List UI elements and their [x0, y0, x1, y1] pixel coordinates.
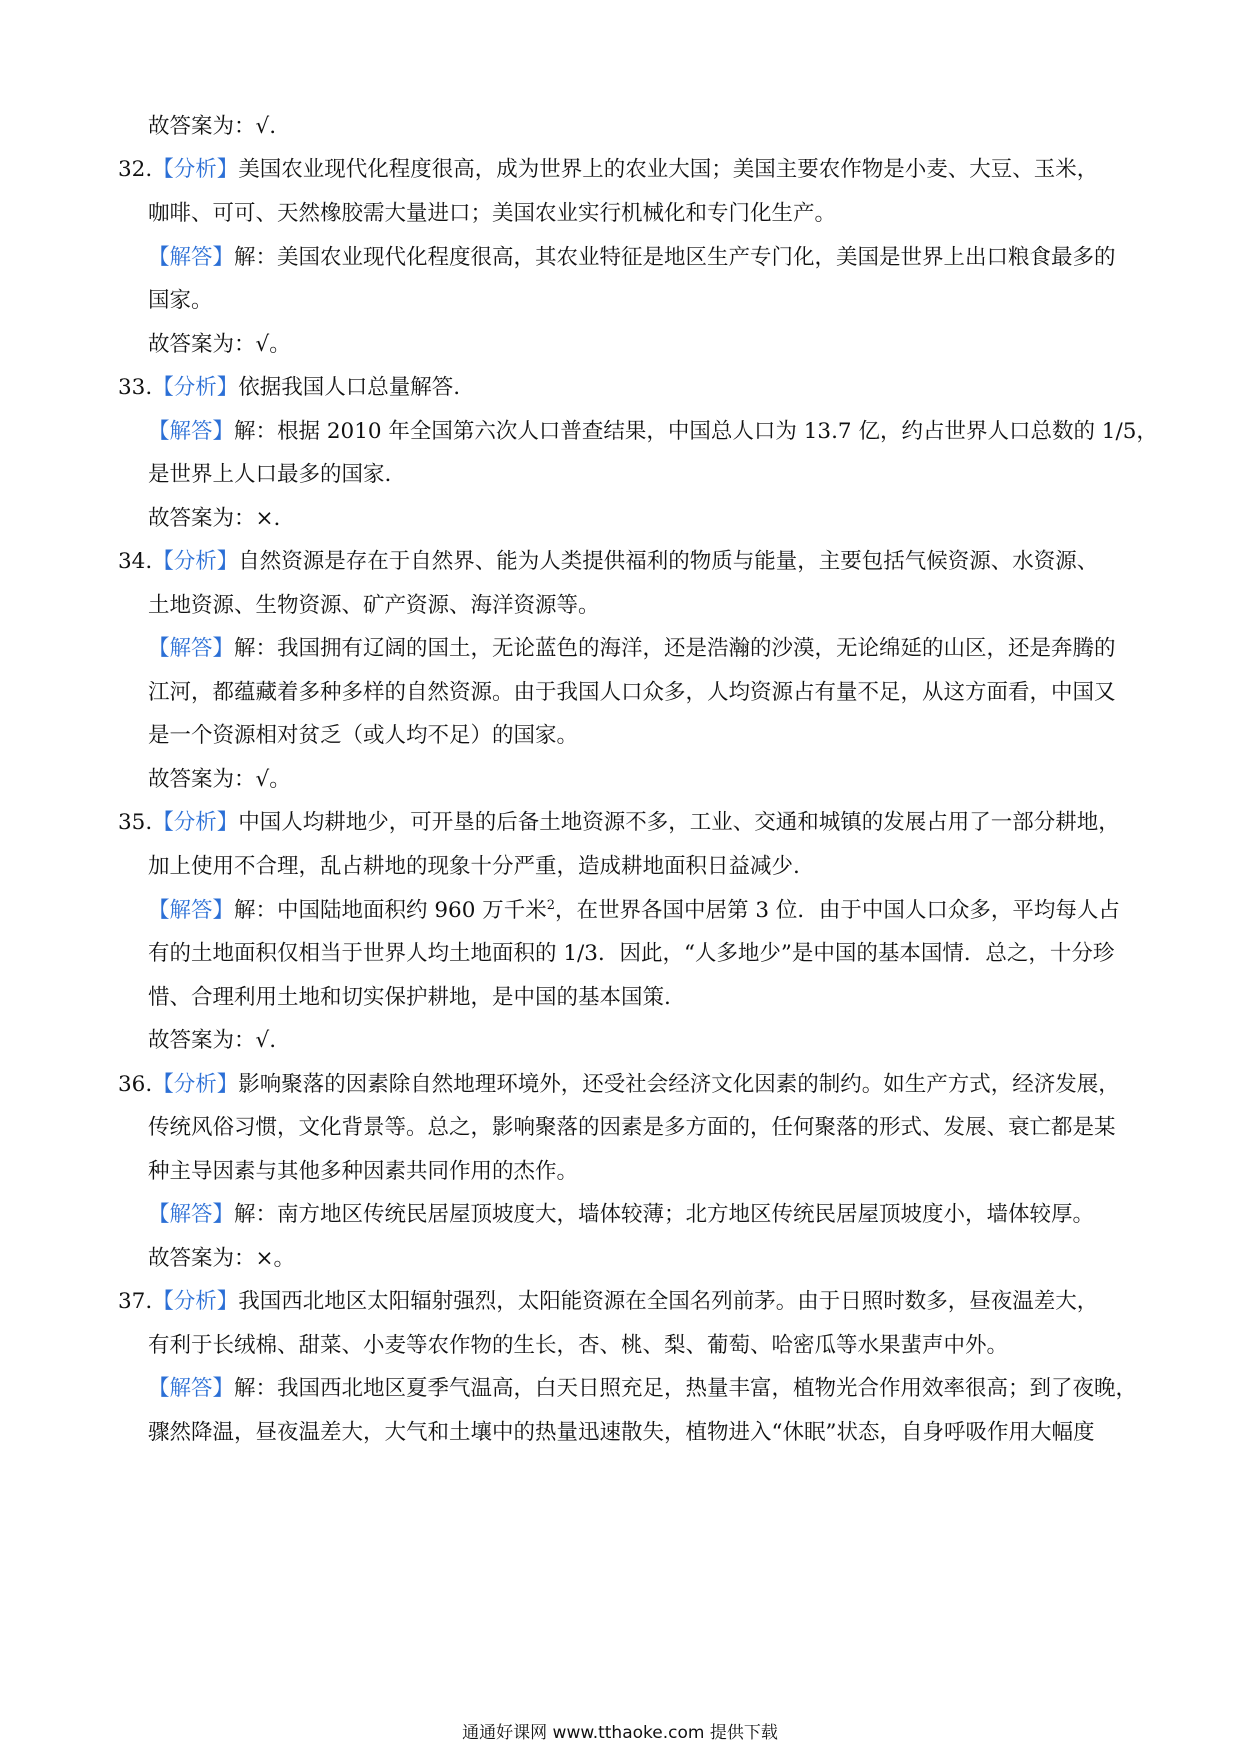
- answer-result-34: 故答案为：√。: [148, 767, 291, 792]
- analysis-text: 中国人均耕地少，可开垦的后备土地资源不多，工业、交通和城镇的发展占用了一部分耕地，: [238, 810, 1120, 835]
- analysis-tag: 【分析】: [152, 1289, 239, 1314]
- analysis-text: 美国农业现代化程度很高，成为世界上的农业大国；美国主要农作物是小麦、大豆、玉米，: [238, 157, 1099, 182]
- question-32-solution: [148, 243, 1138, 273]
- analysis-text-line: 种主导因素与其他多种因素共同作用的杰作。: [148, 1159, 579, 1184]
- solution-text: 解：我国拥有辽阔的国土，无论蓝色的海洋，还是浩瀚的沙漠，无论绵延的山区，还是奔腾的: [234, 636, 1116, 661]
- answer-tag: 【解答】: [148, 636, 235, 661]
- analysis-tag: 【分析】: [152, 157, 239, 182]
- answer-tag: 【解答】: [148, 898, 235, 923]
- solution-text-line: 江河，都蕴藏着多种多样的自然资源。由于我国人口众多，人均资源占有量不足，从这方面看，中国又: [148, 680, 1116, 705]
- question-37-solution: [148, 1374, 1138, 1404]
- question-32-analysis: [118, 155, 1108, 185]
- answer-result-32: 故答案为：√。: [148, 332, 291, 357]
- question-number: 33.: [118, 375, 153, 400]
- solution-text-line: 是一个资源相对贫乏（或人均不足）的国家。: [148, 723, 579, 748]
- solution-text: 解：中国陆地面积约 960 万千米: [234, 898, 547, 923]
- analysis-tag: 【分析】: [152, 1072, 239, 1097]
- solution-text: 解：美国农业现代化程度很高，其农业特征是地区生产专门化，美国是世界上出口粮食最多的: [234, 245, 1116, 270]
- solution-text: 解：南方地区传统民居屋顶坡度大，墙体较薄；北方地区传统民居屋顶坡度小，墙体较厚。: [234, 1202, 1095, 1227]
- question-35-analysis: [118, 808, 1120, 838]
- analysis-text: 自然资源是存在于自然界、能为人类提供福利的物质与能量，主要包括气候资源、水资源、: [238, 549, 1099, 574]
- solution-text: ，在世界各国中居第 3 位．由于中国人口众多，平均每人占: [555, 898, 1120, 923]
- answer-tag: 【解答】: [148, 419, 235, 444]
- question-number: 34.: [118, 549, 153, 574]
- question-34-solution: [148, 634, 1138, 664]
- answer-result-33: 故答案为：×.: [148, 506, 281, 531]
- question-36-solution: [148, 1200, 1138, 1230]
- question-33-analysis: [118, 373, 1108, 403]
- question-number: 32.: [118, 157, 153, 182]
- analysis-text-line: 土地资源、生物资源、矿产资源、海洋资源等。: [148, 593, 600, 618]
- answer-result-31: 故答案为：√.: [148, 114, 277, 139]
- analysis-text-line: 传统风俗习惯，文化背景等。总之，影响聚落的因素是多方面的，任何聚落的形式、发展、衰亡都是某: [148, 1115, 1116, 1140]
- solution-text-line: 惜、合理利用土地和切实保护耕地，是中国的基本国策.: [148, 985, 671, 1010]
- analysis-text-line: 咖啡、可可、天然橡胶需大量进口；美国农业实行机械化和专门化生产。: [148, 201, 837, 226]
- superscript-exponent: 2: [546, 897, 556, 913]
- solution-text: 解：根据 2010 年全国第六次人口普查结果，中国总人口为 13.7 亿，约占世界人口总数的 1/5，: [234, 419, 1158, 444]
- solution-text-line: 有的土地面积仅相当于世界人均土地面积的 1/3．因此，“人多地少”是中国的基本国情．总之，十分珍: [148, 941, 1115, 966]
- analysis-text-line: 有利于长绒棉、甜菜、小麦等农作物的生长，杏、桃、梨、葡萄、哈密瓜等水果蜚声中外。: [148, 1333, 1009, 1358]
- page-footer: 通通好课网 www.tthaoke.com 提供下载: [462, 1723, 778, 1743]
- answer-tag: 【解答】: [148, 1376, 235, 1401]
- analysis-text-line: 加上使用不合理，乱占耕地的现象十分严重，造成耕地面积日益减少.: [148, 854, 800, 879]
- answer-result-36: 故答案为：×。: [148, 1246, 296, 1271]
- question-35-solution: [148, 896, 1138, 926]
- solution-text-line: 是世界上人口最多的国家.: [148, 462, 392, 487]
- question-number: 37.: [118, 1289, 153, 1314]
- solution-text-line: 骤然降温，昼夜温差大，大气和土壤中的热量迅速散失，植物进入“休眠”状态，自身呼吸作用大幅度: [148, 1420, 1095, 1445]
- question-number: 36.: [118, 1072, 153, 1097]
- question-36-analysis: [118, 1070, 1120, 1100]
- answer-tag: 【解答】: [148, 1202, 235, 1227]
- answer-tag: 【解答】: [148, 245, 235, 270]
- question-number: 35.: [118, 810, 153, 835]
- analysis-tag: 【分析】: [152, 810, 239, 835]
- question-33-solution: [148, 417, 1158, 447]
- question-34-analysis: [118, 547, 1108, 577]
- analysis-text: 我国西北地区太阳辐射强烈，太阳能资源在全国名列前茅。由于日照时数多，昼夜温差大，: [238, 1289, 1099, 1314]
- analysis-tag: 【分析】: [152, 549, 239, 574]
- question-37-analysis: [118, 1287, 1108, 1317]
- analysis-text: 影响聚落的因素除自然地理环境外，还受社会经济文化因素的制约。如生产方式，经济发展，: [238, 1072, 1120, 1097]
- analysis-tag: 【分析】: [152, 375, 239, 400]
- solution-text-line: 国家。: [148, 288, 213, 313]
- answer-result-35: 故答案为：√.: [148, 1028, 277, 1053]
- analysis-text: 依据我国人口总量解答.: [238, 375, 461, 400]
- solution-text: 解：我国西北地区夏季气温高，白天日照充足，热量丰富，植物光合作用效率很高；到了夜晚，: [234, 1376, 1138, 1401]
